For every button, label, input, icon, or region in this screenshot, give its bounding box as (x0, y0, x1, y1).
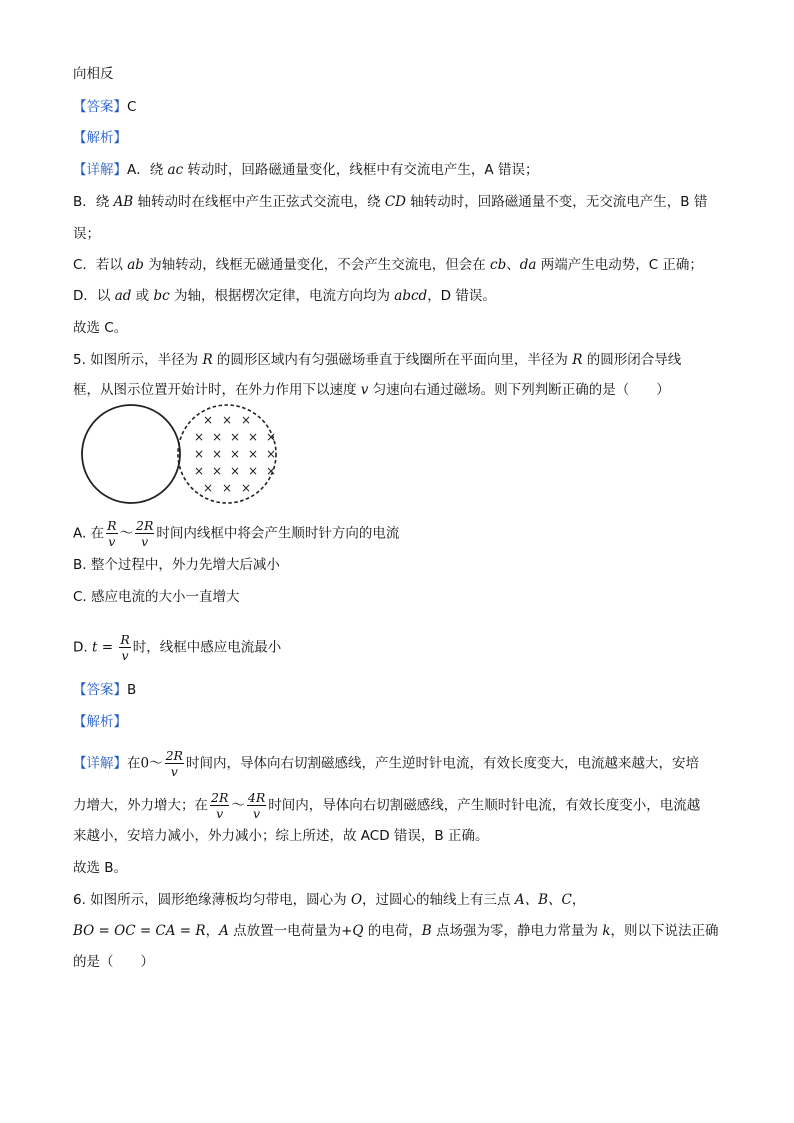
answer-label: 【答案】 (73, 682, 127, 698)
detail-line-b-cont: 误； (73, 226, 100, 242)
field-x-mark: × (240, 481, 252, 495)
field-x-mark: × (202, 413, 214, 427)
answer-line (73, 97, 136, 117)
fraction: $\frac{2R}{v}$ (136, 518, 154, 549)
detail-line-c: C．若以 ab 为轴转动，线框无磁通量变化，不会产生交流电，但会在 cb、da 两端产生电动势，C 正确； (73, 257, 703, 273)
field-x-mark: × (265, 430, 277, 444)
option-b: B. 整个过程中，外力先增大后减小 (73, 557, 280, 573)
option-a: A. 在 $\frac{R}{v}$ ～ $\frac{2R}{v}$ 时间内线框中将会产生顺时针方向的电流 (73, 518, 400, 549)
conclusion-line: 故选 B。 (73, 860, 128, 876)
fraction: $\frac{2R}{v}$ (165, 748, 183, 779)
field-x-mark: × (265, 447, 277, 461)
field-x-mark: × (193, 447, 205, 461)
loop-and-field-figure (78, 404, 283, 506)
detail-5-line-3: 来越小，安培力减小，外力减小；综上所述，故 ACD 错误，B 正确。 (73, 828, 489, 844)
field-x-mark: × (247, 447, 259, 461)
question-6-line-3: 的是（ ） (73, 954, 154, 970)
analysis-label: 【解析】 (73, 130, 127, 146)
analysis-label: 【解析】 (73, 714, 127, 730)
field-x-mark: × (247, 464, 259, 478)
answer-value: C (127, 99, 137, 115)
field-x-mark: × (229, 430, 241, 444)
fraction: $\frac{R}{v}$ (120, 632, 130, 663)
field-x-mark: × (229, 464, 241, 478)
question-6-line-1: 6. 如图所示，圆形绝缘薄板均匀带电，圆心为 O，过圆心的轴线上有三点 A、B、C， (73, 892, 586, 908)
conclusion-line: 故选 C。 (73, 320, 128, 336)
field-x-mark: × (229, 447, 241, 461)
field-x-mark: × (193, 464, 205, 478)
conductor-loop (82, 405, 180, 503)
question-5-line-1: 5. 如图所示，半径为 R 的圆形区域内有匀强磁场垂直于线圈所在平面向里，半径为 R 的圆形闭合导线 (73, 352, 682, 368)
answer-label: 【答案】 (73, 99, 127, 115)
detail-line-d: D．以 ad 或 bc 为轴，根据楞次定律，电流方向均为 abcd，D 错误。 (73, 288, 496, 304)
fraction: $\frac{R}{v}$ (107, 518, 117, 549)
option-c: C. 感应电流的大小一直增大 (73, 589, 240, 605)
field-x-mark: × (211, 430, 223, 444)
field-marks (194, 413, 276, 495)
field-x-mark: × (211, 464, 223, 478)
question-5-line-2: 框，从图示位置开始计时，在外力作用下以速度 v 匀速向右通过磁场。则下列判断正确的是（ ） (73, 382, 670, 398)
fraction: $\frac{2R}{v}$ (211, 790, 229, 821)
field-x-mark: × (265, 464, 277, 478)
text-line: 向相反 (73, 66, 114, 82)
field-x-mark: × (247, 430, 259, 444)
detail-5-line-1: 【详解】在0～ $\frac{2R}{v}$ 时间内，导体向右切割磁感线，产生逆时针电流，有效长度变大，电流越来越大，安培 (73, 748, 699, 779)
detail-5-line-2: 力增大，外力增大；在 $\frac{2R}{v}$ ～ $\frac{4R}{v}$ 时间内，导体向右切割磁感线，产生顺时针电流，有效长度变小，电流越 (73, 790, 701, 821)
field-x-mark: × (193, 430, 205, 444)
field-x-mark: × (240, 413, 252, 427)
field-x-mark: × (202, 481, 214, 495)
field-x-mark: × (221, 481, 233, 495)
question-6-line-2: BO = OC = CA = R，A 点放置一电荷量为+Q 的电荷，B 点场强为零，静电力常量为 k，则以下说法正确 (73, 923, 719, 939)
detail-line-b: B．绕 AB 轴转动时在线框中产生正弦式交流电，绕 CD 轴转动时，回路磁通量不变，无交流电产生，B 错 (73, 194, 708, 210)
answer-line (73, 680, 136, 700)
option-d: D. t = $\frac{R}{v}$ 时，线框中感应电流最小 (73, 632, 282, 663)
field-x-mark: × (211, 447, 223, 461)
field-x-mark: × (221, 413, 233, 427)
fraction: $\frac{4R}{v}$ (247, 790, 266, 821)
answer-value: B (127, 682, 137, 698)
detail-line-a: 【详解】A．绕 ac 转动时，回路磁通量变化，线框中有交流电产生，A 错误； (73, 162, 539, 178)
